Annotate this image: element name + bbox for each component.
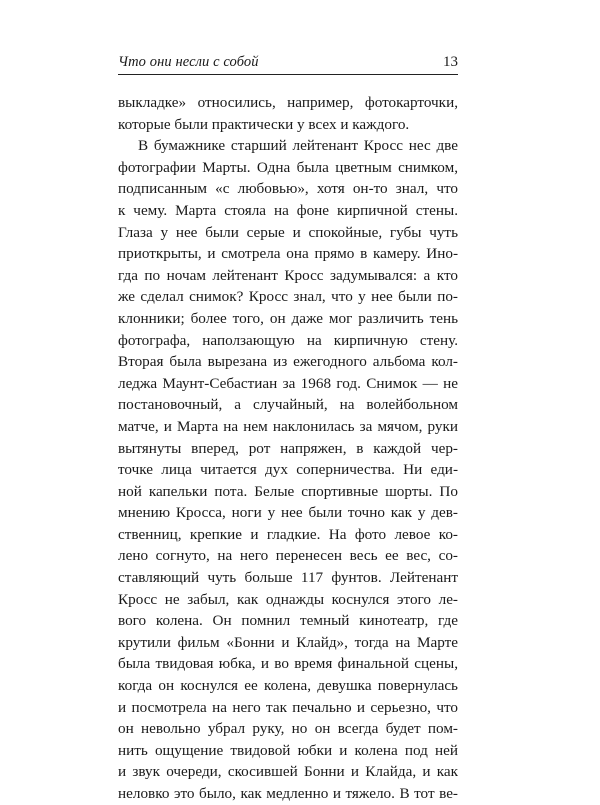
running-head <box>118 52 458 76</box>
text-line: ственниц, крепкие и гладкие. На фото левое ко- <box>118 525 458 543</box>
text-line: Вторая была вырезана из ежегодного альбома кол- <box>118 353 458 371</box>
text-line: неловко это было, как медленно и тяжело. В тот ве- <box>118 785 458 802</box>
text-line: была твидовая юбка, и во время финальной сцены, <box>118 655 458 673</box>
text-line: точке лица читается дух соперничества. Ни еди- <box>118 461 458 479</box>
text-line: ставляющий чуть больше 117 фунтов. Лейтенант <box>118 569 458 587</box>
text-line: мнению Кросса, ноги у нее были точно как у дев- <box>118 504 458 522</box>
text-line: крутили фильм «Бонни и Клайд», тогда на Марте <box>118 633 458 651</box>
running-title: Что они несли с собой <box>118 54 259 70</box>
text-line: гда по ночам лейтенант Кросс задумывался: а кто <box>118 266 458 284</box>
text-line: выкладке» относились, например, фотокарточки, <box>118 94 458 111</box>
text-line: приоткрыты, и смотрела она прямо в камеру. Ино- <box>118 245 458 263</box>
text-line: Кросс не забыл, как однажды коснулся этого ле- <box>118 590 458 608</box>
text-line: Глаза у нее были серые и спокойные, губы чуть <box>118 223 458 241</box>
text-line: которые были практически у всех и каждого. <box>118 115 410 133</box>
text-line: когда он коснулся ее колена, девушка повернулась <box>118 677 458 695</box>
text-line: матче, и Марта на нем наклонилась за мячом, руки <box>118 417 458 435</box>
text-line: он невольно убрал руку, но он всегда будет пом- <box>118 720 458 738</box>
header-rule <box>118 74 458 75</box>
text-line: фотографа, наползающую на кирпичную стену. <box>118 331 458 349</box>
text-line: и звук очереди, скосившей Бонни и Клайда, и как <box>118 763 458 781</box>
text-line: же сделал снимок? Кросс знал, что у нее были по- <box>118 288 458 306</box>
text-line: клонники; более того, он даже мог различить тень <box>118 309 458 327</box>
text-line: ной капельки пота. Белые спортивные шорты. По <box>118 482 458 500</box>
text-line: нить ощущение твидовой юбки и колена под ней <box>118 741 458 759</box>
text-line: вого колена. Он помнил темный кинотеатр, где <box>118 612 458 630</box>
text-line: и посмотрела на него так печально и серьезно, что <box>118 698 458 716</box>
text-line: В бумажнике старший лейтенант Кросс нес две <box>138 137 458 155</box>
text-line: постановочный, а случайный, на волейбольном <box>118 396 458 414</box>
body-text <box>118 92 458 805</box>
text-line: подписанным «с любовью», хотя он-то знал, что <box>118 180 458 198</box>
text-line: к чему. Марта стояла на фоне кирпичной стены. <box>118 201 458 219</box>
text-line: лено согнуто, на него перенесен весь ее вес, со- <box>118 547 458 565</box>
text-line: вытянуты вперед, рот напряжен, в каждой чер- <box>118 439 458 457</box>
text-line: фотографии Марты. Одна была цветным снимком, <box>118 158 458 176</box>
text-line: леджа Маунт-Себастиан за 1968 год. Снимок — не <box>118 374 458 392</box>
page-number: 13 <box>443 54 458 70</box>
